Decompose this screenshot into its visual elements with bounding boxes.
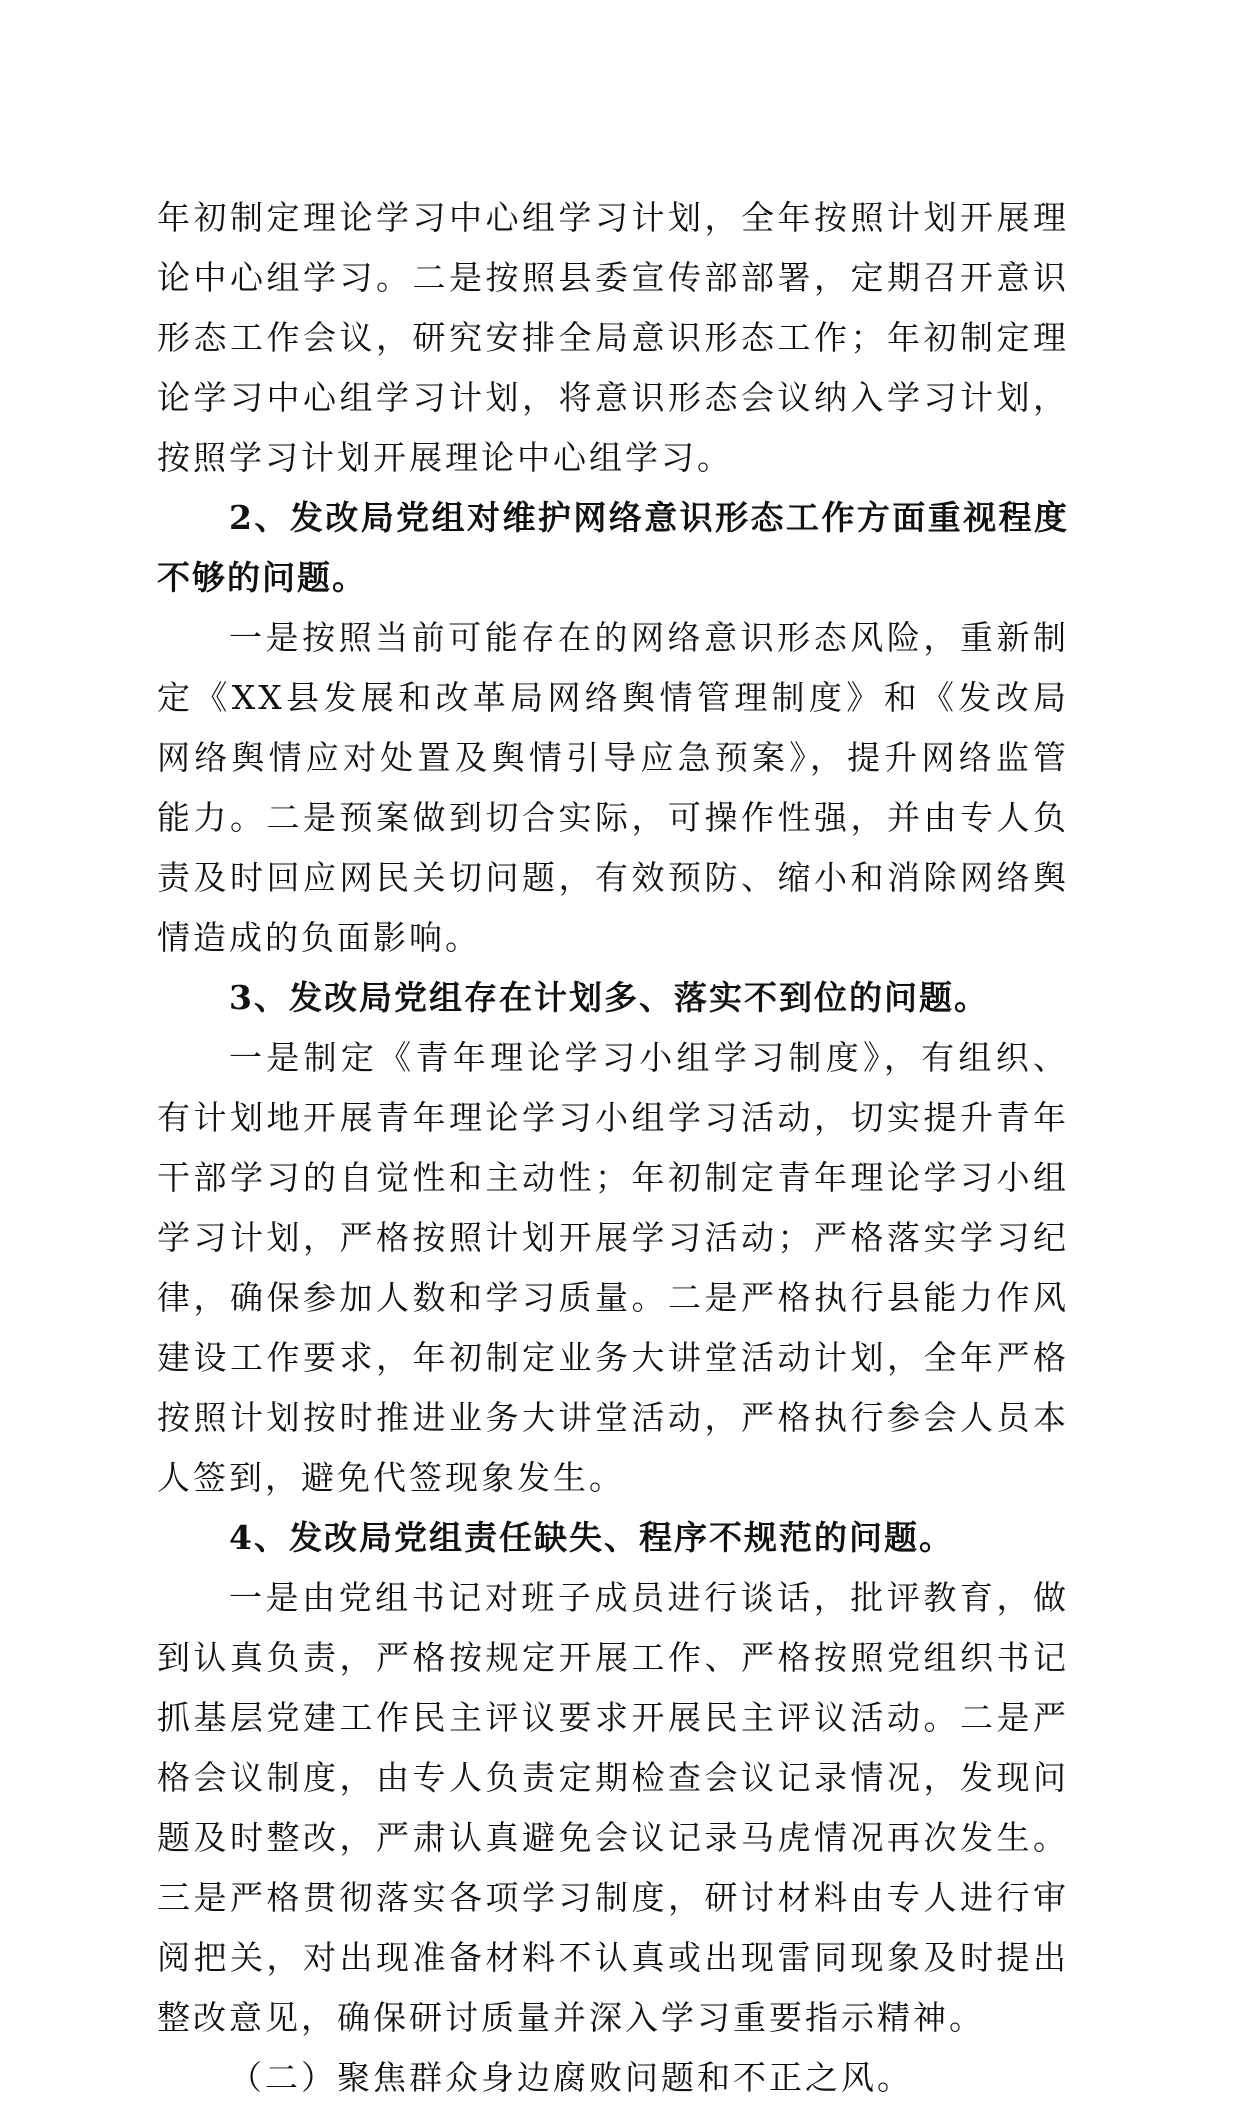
heading-item-4: 4、发改局党组责任缺失、程序不规范的问题。 (229, 1518, 954, 1557)
section-heading-2: （二）聚焦群众身边腐败问题和不正之风。 (229, 2058, 913, 2097)
heading-item-2: 2、发改局党组对维护网络意识形态工作方面重视程度不够的问题。 (157, 498, 1069, 597)
body-paragraph-3: 一是制定《青年理论学习小组学习制度》，有组织、有计划地开展青年理论学习小组学习活动，切实提升青年干部学习的自觉性和主动性；年初制定青年理论学习小组学习计划，严格按照计划开展学习活动；严格落实学习纪律，确保参加人数和学习质量。二是严格执行县能力作风建设工作要求，年初制定业务大讲堂活动计划，全年严格按照计划按时推进业务大讲堂活动，严格执行参会人员本人签到，避免代签现象发生。 (157, 1038, 1069, 1497)
body-paragraph-2: 一是按照当前可能存在的网络意识形态风险，重新制定《XX县发展和改革局网络舆情管理制度》和《发改局网络舆情应对处置及舆情引导应急预案》，提升网络监管能力。二是预案做到切合实际，可操作性强，并由专人负责及时回应网民关切问题，有效预防、缩小和消除网络舆情造成的负面影响。 (157, 618, 1069, 957)
body-paragraph-4: 一是由党组书记对班子成员进行谈话，批评教育，做到认真负责，严格按规定开展工作、严格按照党组织书记抓基层党建工作民主评议要求开展民主评议活动。二是严格会议制度，由专人负责定期检查会议记录情况，发现问题及时整改，严肃认真避免会议记录马虎情况再次发生。三是严格贯彻落实各项学习制度，研讨材料由专人进行审阅把关，对出现准备材料不认真或出现雷同现象及时提出整改意见，确保研讨质量并深入学习重要指示精神。 (157, 1578, 1069, 2037)
body-paragraph-1: 年初制定理论学习中心组学习计划，全年按照计划开展理论中心组学习。二是按照县委宣传部部署，定期召开意识形态工作会议，研究安排全局意识形态工作；年初制定理论学习中心组学习计划，将意识形态会议纳入学习计划，按照学习计划开展理论中心组学习。 (157, 198, 1069, 477)
document-body (157, 188, 1069, 2108)
heading-item-3: 3、发改局党组存在计划多、落实不到位的问题。 (229, 978, 989, 1017)
